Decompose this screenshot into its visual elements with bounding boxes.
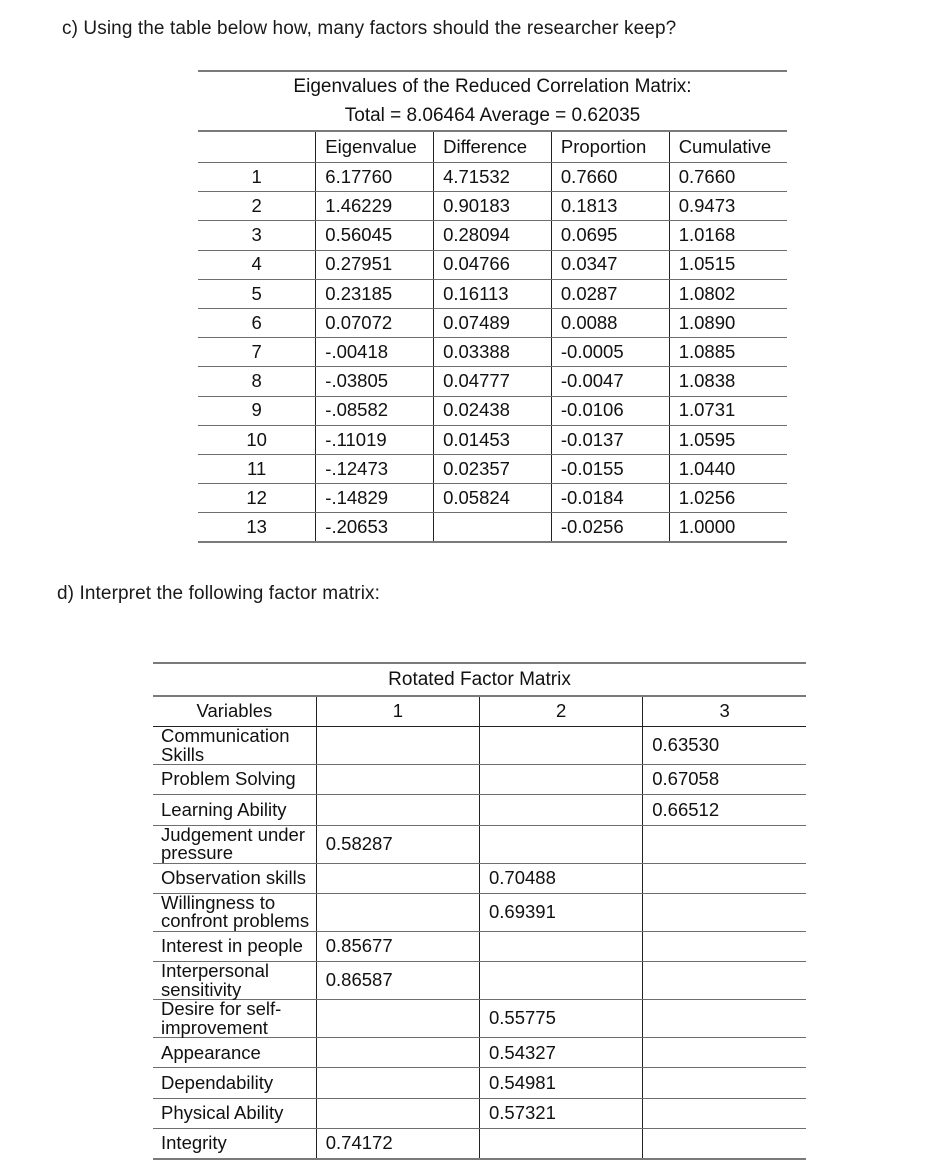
- cell-proportion: 0.1813: [551, 192, 669, 221]
- table-row: [198, 163, 787, 192]
- table-row: [198, 484, 787, 513]
- table-row: [198, 308, 787, 337]
- cell-index: 8: [198, 367, 316, 396]
- cell-variable-name: Integrity: [153, 1129, 316, 1160]
- question-c-text: c) Using the table below how, many factors should the researcher keep?: [62, 18, 677, 39]
- question-d-text: d) Interpret the following factor matrix:: [57, 583, 381, 604]
- cell-eigenvalue: -.12473: [316, 454, 434, 483]
- cell-proportion: -0.0184: [551, 484, 669, 513]
- cell-index: 2: [198, 192, 316, 221]
- rotated-title-row: [153, 663, 806, 696]
- cell-eigenvalue: 1.46229: [316, 192, 434, 221]
- cell-cumulative: 1.0885: [669, 338, 787, 367]
- eigenvalues-title-line2: Total = 8.06464 Average = 0.62035: [198, 101, 787, 131]
- cell-cumulative: 1.0731: [669, 396, 787, 425]
- cell-variable-name: Judgement under pressure: [153, 825, 316, 863]
- cell-cumulative: 1.0802: [669, 279, 787, 308]
- cell-factor-1: 0.74172: [316, 1129, 479, 1160]
- cell-difference: 0.04766: [434, 250, 552, 279]
- cell-proportion: 0.0287: [551, 279, 669, 308]
- column-header-factor-1: 1: [316, 696, 479, 727]
- table-row: [153, 825, 806, 863]
- cell-proportion: -0.0106: [551, 396, 669, 425]
- cell-proportion: -0.0155: [551, 454, 669, 483]
- cell-eigenvalue: 0.23185: [316, 279, 434, 308]
- cell-factor-2: 0.54981: [480, 1068, 643, 1098]
- cell-cumulative: 1.0515: [669, 250, 787, 279]
- table-row: [198, 192, 787, 221]
- cell-index: 3: [198, 221, 316, 250]
- cell-difference: 4.71532: [434, 163, 552, 192]
- cell-variable-name: Interpersonal sensitivity: [153, 962, 316, 1000]
- cell-factor-1: 0.86587: [316, 962, 479, 1000]
- cell-index: 13: [198, 513, 316, 543]
- cell-factor-2: [480, 825, 643, 863]
- table-row: [198, 454, 787, 483]
- cell-proportion: -0.0047: [551, 367, 669, 396]
- table-row: [153, 727, 806, 765]
- cell-difference: [434, 513, 552, 543]
- cell-factor-3: [643, 1068, 806, 1098]
- cell-factor-3: 0.67058: [643, 765, 806, 795]
- cell-factor-3: [643, 825, 806, 863]
- table-row: [198, 396, 787, 425]
- cell-eigenvalue: -.20653: [316, 513, 434, 543]
- cell-factor-3: [643, 962, 806, 1000]
- cell-index: 1: [198, 163, 316, 192]
- cell-cumulative: 1.0838: [669, 367, 787, 396]
- cell-factor-1: [316, 1068, 479, 1098]
- cell-factor-2: [480, 1129, 643, 1160]
- cell-factor-1: 0.85677: [316, 931, 479, 961]
- cell-proportion: 0.0347: [551, 250, 669, 279]
- cell-factor-2: [480, 765, 643, 795]
- cell-factor-1: 0.58287: [316, 825, 479, 863]
- cell-factor-1: [316, 727, 479, 765]
- cell-proportion: 0.0695: [551, 221, 669, 250]
- table-row: [153, 962, 806, 1000]
- cell-factor-3: [643, 1038, 806, 1068]
- table-row: [153, 1068, 806, 1098]
- cell-eigenvalue: -.00418: [316, 338, 434, 367]
- cell-difference: 0.02438: [434, 396, 552, 425]
- cell-index: 7: [198, 338, 316, 367]
- cell-cumulative: 0.7660: [669, 163, 787, 192]
- cell-eigenvalue: -.08582: [316, 396, 434, 425]
- cell-difference: 0.03388: [434, 338, 552, 367]
- cell-factor-2: [480, 727, 643, 765]
- table-row: [153, 1129, 806, 1160]
- table-row: [153, 765, 806, 795]
- cell-difference: 0.04777: [434, 367, 552, 396]
- cell-difference: 0.90183: [434, 192, 552, 221]
- cell-difference: 0.02357: [434, 454, 552, 483]
- table-row: [153, 1098, 806, 1128]
- column-header-cumulative: Cumulative: [669, 131, 787, 163]
- cell-index: 12: [198, 484, 316, 513]
- table-row: [198, 279, 787, 308]
- cell-factor-2: [480, 931, 643, 961]
- cell-factor-3: 0.66512: [643, 795, 806, 825]
- cell-cumulative: 1.0000: [669, 513, 787, 543]
- cell-difference: 0.01453: [434, 425, 552, 454]
- rotated-header-row: [153, 696, 806, 727]
- cell-index: 6: [198, 308, 316, 337]
- cell-eigenvalue: -.14829: [316, 484, 434, 513]
- rotated-table-body: [153, 727, 806, 1160]
- eigenvalues-table-head: [198, 71, 787, 163]
- eigenvalues-title-row-2: [198, 101, 787, 131]
- eigenvalues-title-line1: Eigenvalues of the Reduced Correlation Matrix:: [198, 71, 787, 101]
- cell-cumulative: 1.0440: [669, 454, 787, 483]
- column-header-variables: Variables: [153, 696, 316, 727]
- cell-factor-2: 0.54327: [480, 1038, 643, 1068]
- cell-variable-name: Communication Skills: [153, 727, 316, 765]
- cell-factor-2: [480, 795, 643, 825]
- table-row: [153, 893, 806, 931]
- cell-variable-name: Dependability: [153, 1068, 316, 1098]
- cell-variable-name: Interest in people: [153, 931, 316, 961]
- rotated-table-subhead: [153, 696, 806, 727]
- cell-index: 9: [198, 396, 316, 425]
- cell-index: 11: [198, 454, 316, 483]
- cell-variable-name: Willingness to confront problems: [153, 893, 316, 931]
- eigenvalues-table-body: [198, 163, 787, 543]
- cell-factor-2: 0.57321: [480, 1098, 643, 1128]
- cell-cumulative: 0.9473: [669, 192, 787, 221]
- rotated-factor-matrix-container: [153, 662, 806, 1160]
- rotated-factor-matrix-table: [153, 662, 806, 1160]
- table-row: [153, 1000, 806, 1038]
- cell-eigenvalue: 0.27951: [316, 250, 434, 279]
- cell-proportion: -0.0256: [551, 513, 669, 543]
- table-row: [198, 250, 787, 279]
- cell-factor-3: [643, 1098, 806, 1128]
- cell-index: 10: [198, 425, 316, 454]
- cell-difference: 0.16113: [434, 279, 552, 308]
- cell-eigenvalue: -.03805: [316, 367, 434, 396]
- eigenvalues-header-row: [198, 131, 787, 163]
- cell-variable-name: Learning Ability: [153, 795, 316, 825]
- cell-proportion: -0.0137: [551, 425, 669, 454]
- cell-eigenvalue: 6.17760: [316, 163, 434, 192]
- cell-factor-1: [316, 1000, 479, 1038]
- table-row: [153, 863, 806, 893]
- table-row: [198, 513, 787, 543]
- table-row: [198, 221, 787, 250]
- cell-cumulative: 1.0595: [669, 425, 787, 454]
- cell-eigenvalue: 0.56045: [316, 221, 434, 250]
- table-row: [198, 367, 787, 396]
- cell-factor-3: [643, 863, 806, 893]
- table-row: [153, 795, 806, 825]
- cell-factor-2: 0.55775: [480, 1000, 643, 1038]
- cell-proportion: -0.0005: [551, 338, 669, 367]
- cell-variable-name: Observation skills: [153, 863, 316, 893]
- eigenvalues-table: [198, 70, 787, 543]
- column-header-eigenvalue: Eigenvalue: [316, 131, 434, 163]
- cell-factor-2: 0.70488: [480, 863, 643, 893]
- cell-factor-3: [643, 1000, 806, 1038]
- cell-factor-2: [480, 962, 643, 1000]
- cell-index: 4: [198, 250, 316, 279]
- table-row: [198, 338, 787, 367]
- column-header-index: [198, 131, 316, 163]
- column-header-factor-3: 3: [643, 696, 806, 727]
- cell-factor-3: 0.63530: [643, 727, 806, 765]
- cell-factor-1: [316, 893, 479, 931]
- cell-factor-3: [643, 893, 806, 931]
- column-header-proportion: Proportion: [551, 131, 669, 163]
- table-row: [198, 425, 787, 454]
- cell-factor-2: 0.69391: [480, 893, 643, 931]
- cell-factor-1: [316, 795, 479, 825]
- cell-difference: 0.07489: [434, 308, 552, 337]
- cell-difference: 0.05824: [434, 484, 552, 513]
- cell-factor-3: [643, 931, 806, 961]
- cell-factor-1: [316, 863, 479, 893]
- cell-factor-1: [316, 1098, 479, 1128]
- cell-proportion: 0.0088: [551, 308, 669, 337]
- eigenvalues-table-container: [198, 70, 787, 543]
- cell-factor-1: [316, 765, 479, 795]
- table-row: [153, 1038, 806, 1068]
- cell-proportion: 0.7660: [551, 163, 669, 192]
- cell-eigenvalue: 0.07072: [316, 308, 434, 337]
- cell-variable-name: Desire for self-improvement: [153, 1000, 316, 1038]
- cell-variable-name: Problem Solving: [153, 765, 316, 795]
- cell-cumulative: 1.0256: [669, 484, 787, 513]
- table-row: [153, 931, 806, 961]
- cell-difference: 0.28094: [434, 221, 552, 250]
- cell-factor-1: [316, 1038, 479, 1068]
- rotated-matrix-title: Rotated Factor Matrix: [153, 663, 806, 696]
- eigenvalues-title-row-1: [198, 71, 787, 101]
- column-header-factor-2: 2: [480, 696, 643, 727]
- rotated-table-head: [153, 663, 806, 696]
- cell-variable-name: Appearance: [153, 1038, 316, 1068]
- cell-variable-name: Physical Ability: [153, 1098, 316, 1128]
- cell-cumulative: 1.0890: [669, 308, 787, 337]
- cell-factor-3: [643, 1129, 806, 1160]
- cell-eigenvalue: -.11019: [316, 425, 434, 454]
- cell-index: 5: [198, 279, 316, 308]
- column-header-difference: Difference: [434, 131, 552, 163]
- cell-cumulative: 1.0168: [669, 221, 787, 250]
